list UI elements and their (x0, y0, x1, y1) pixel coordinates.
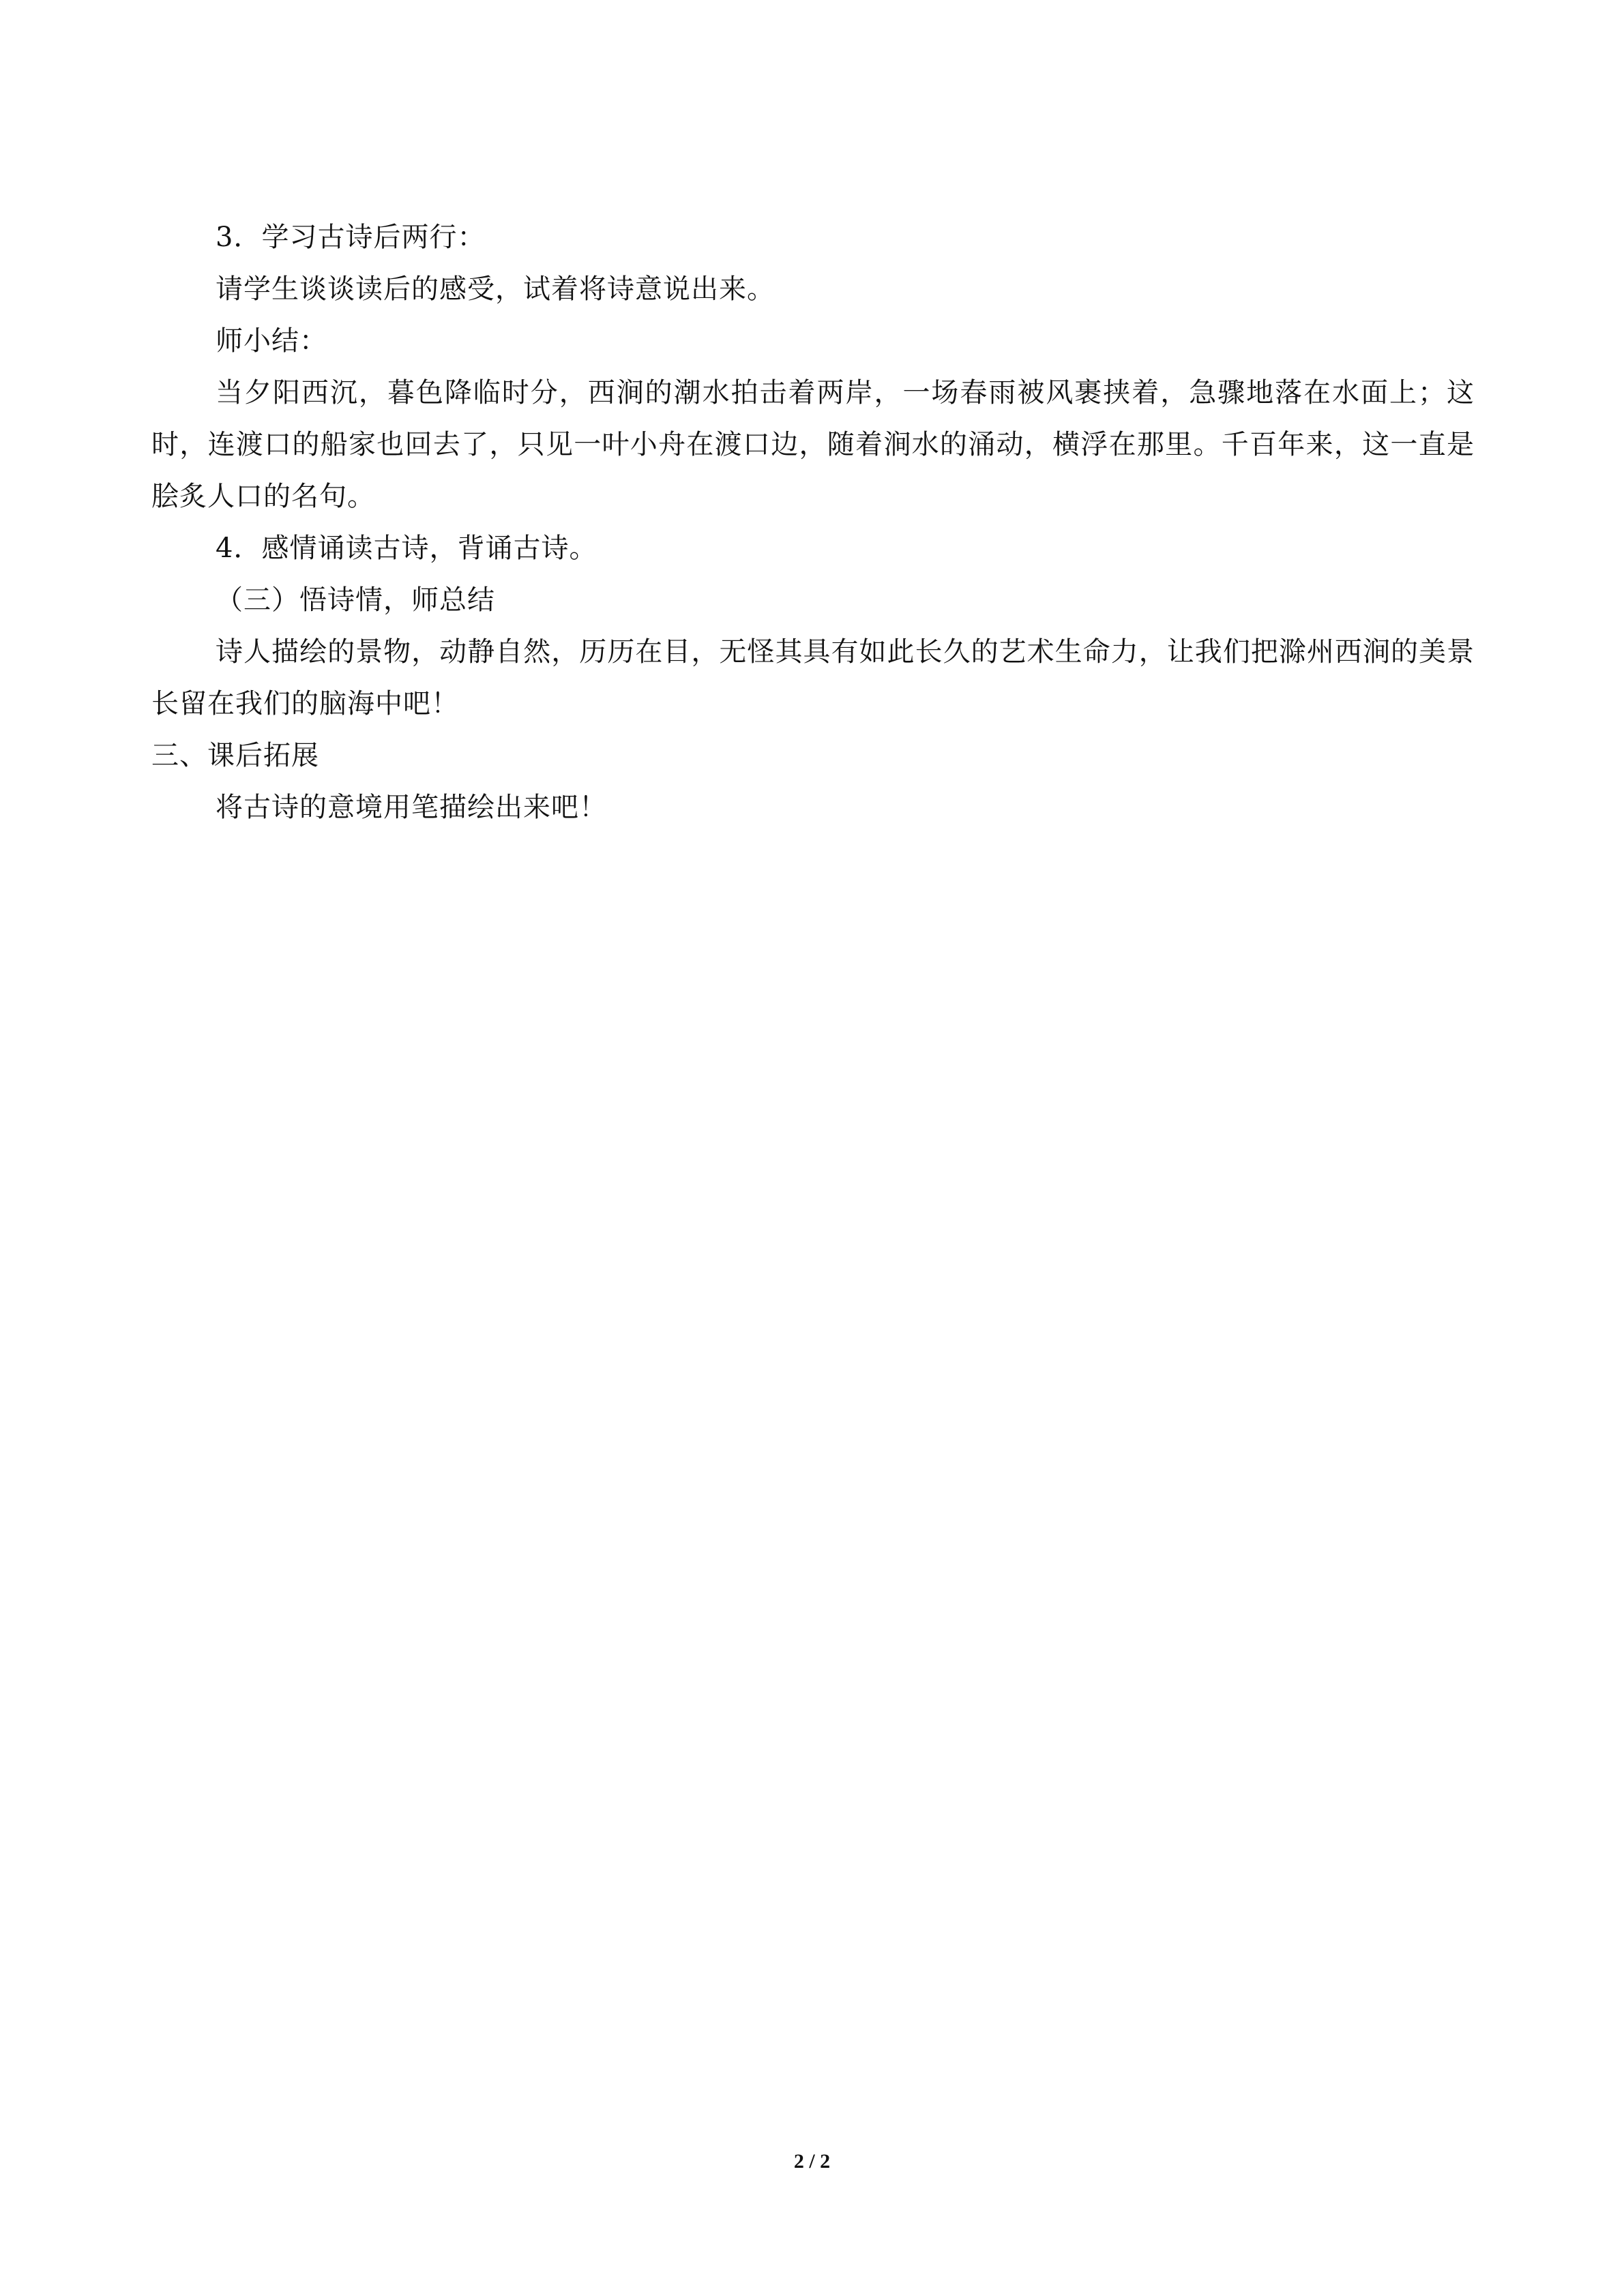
extension-heading: 三、课后拓展 (151, 740, 319, 771)
student-instruction: 请学生谈谈读后的感受，试着将诗意说出来。 (216, 273, 775, 305)
page-number: 2 / 2 (793, 2150, 831, 2173)
teacher-summary-text: 当夕阳西沉，暮色降临时分，西涧的潮水拍击着两岸，一场春雨被风裹挟着，急骤地落在水面上；这时，连渡口的船家也回去了，只见一叶小舟在渡口边，随着涧水的涌动，横浮在那里。千百年来，这一直是脍炙人口的名句。 (151, 377, 1475, 512)
section-3-heading: （三）悟诗情，师总结 (216, 584, 495, 616)
document-body (151, 211, 1475, 833)
conclusion-text: 诗人描绘的景物，动静自然，历历在目，无怪其具有如此长久的艺术生命力，让我们把滁州西涧的美景长留在我们的脑海中吧！ (151, 636, 1475, 719)
teacher-summary-label: 师小结： (216, 325, 327, 357)
step-4-heading: 4．感情诵读古诗，背诵古诗。 (216, 533, 597, 564)
extension-task: 将古诗的意境用笔描绘出来吧！ (216, 792, 607, 823)
step-3-heading: 3．学习古诗后两行： (216, 222, 486, 253)
